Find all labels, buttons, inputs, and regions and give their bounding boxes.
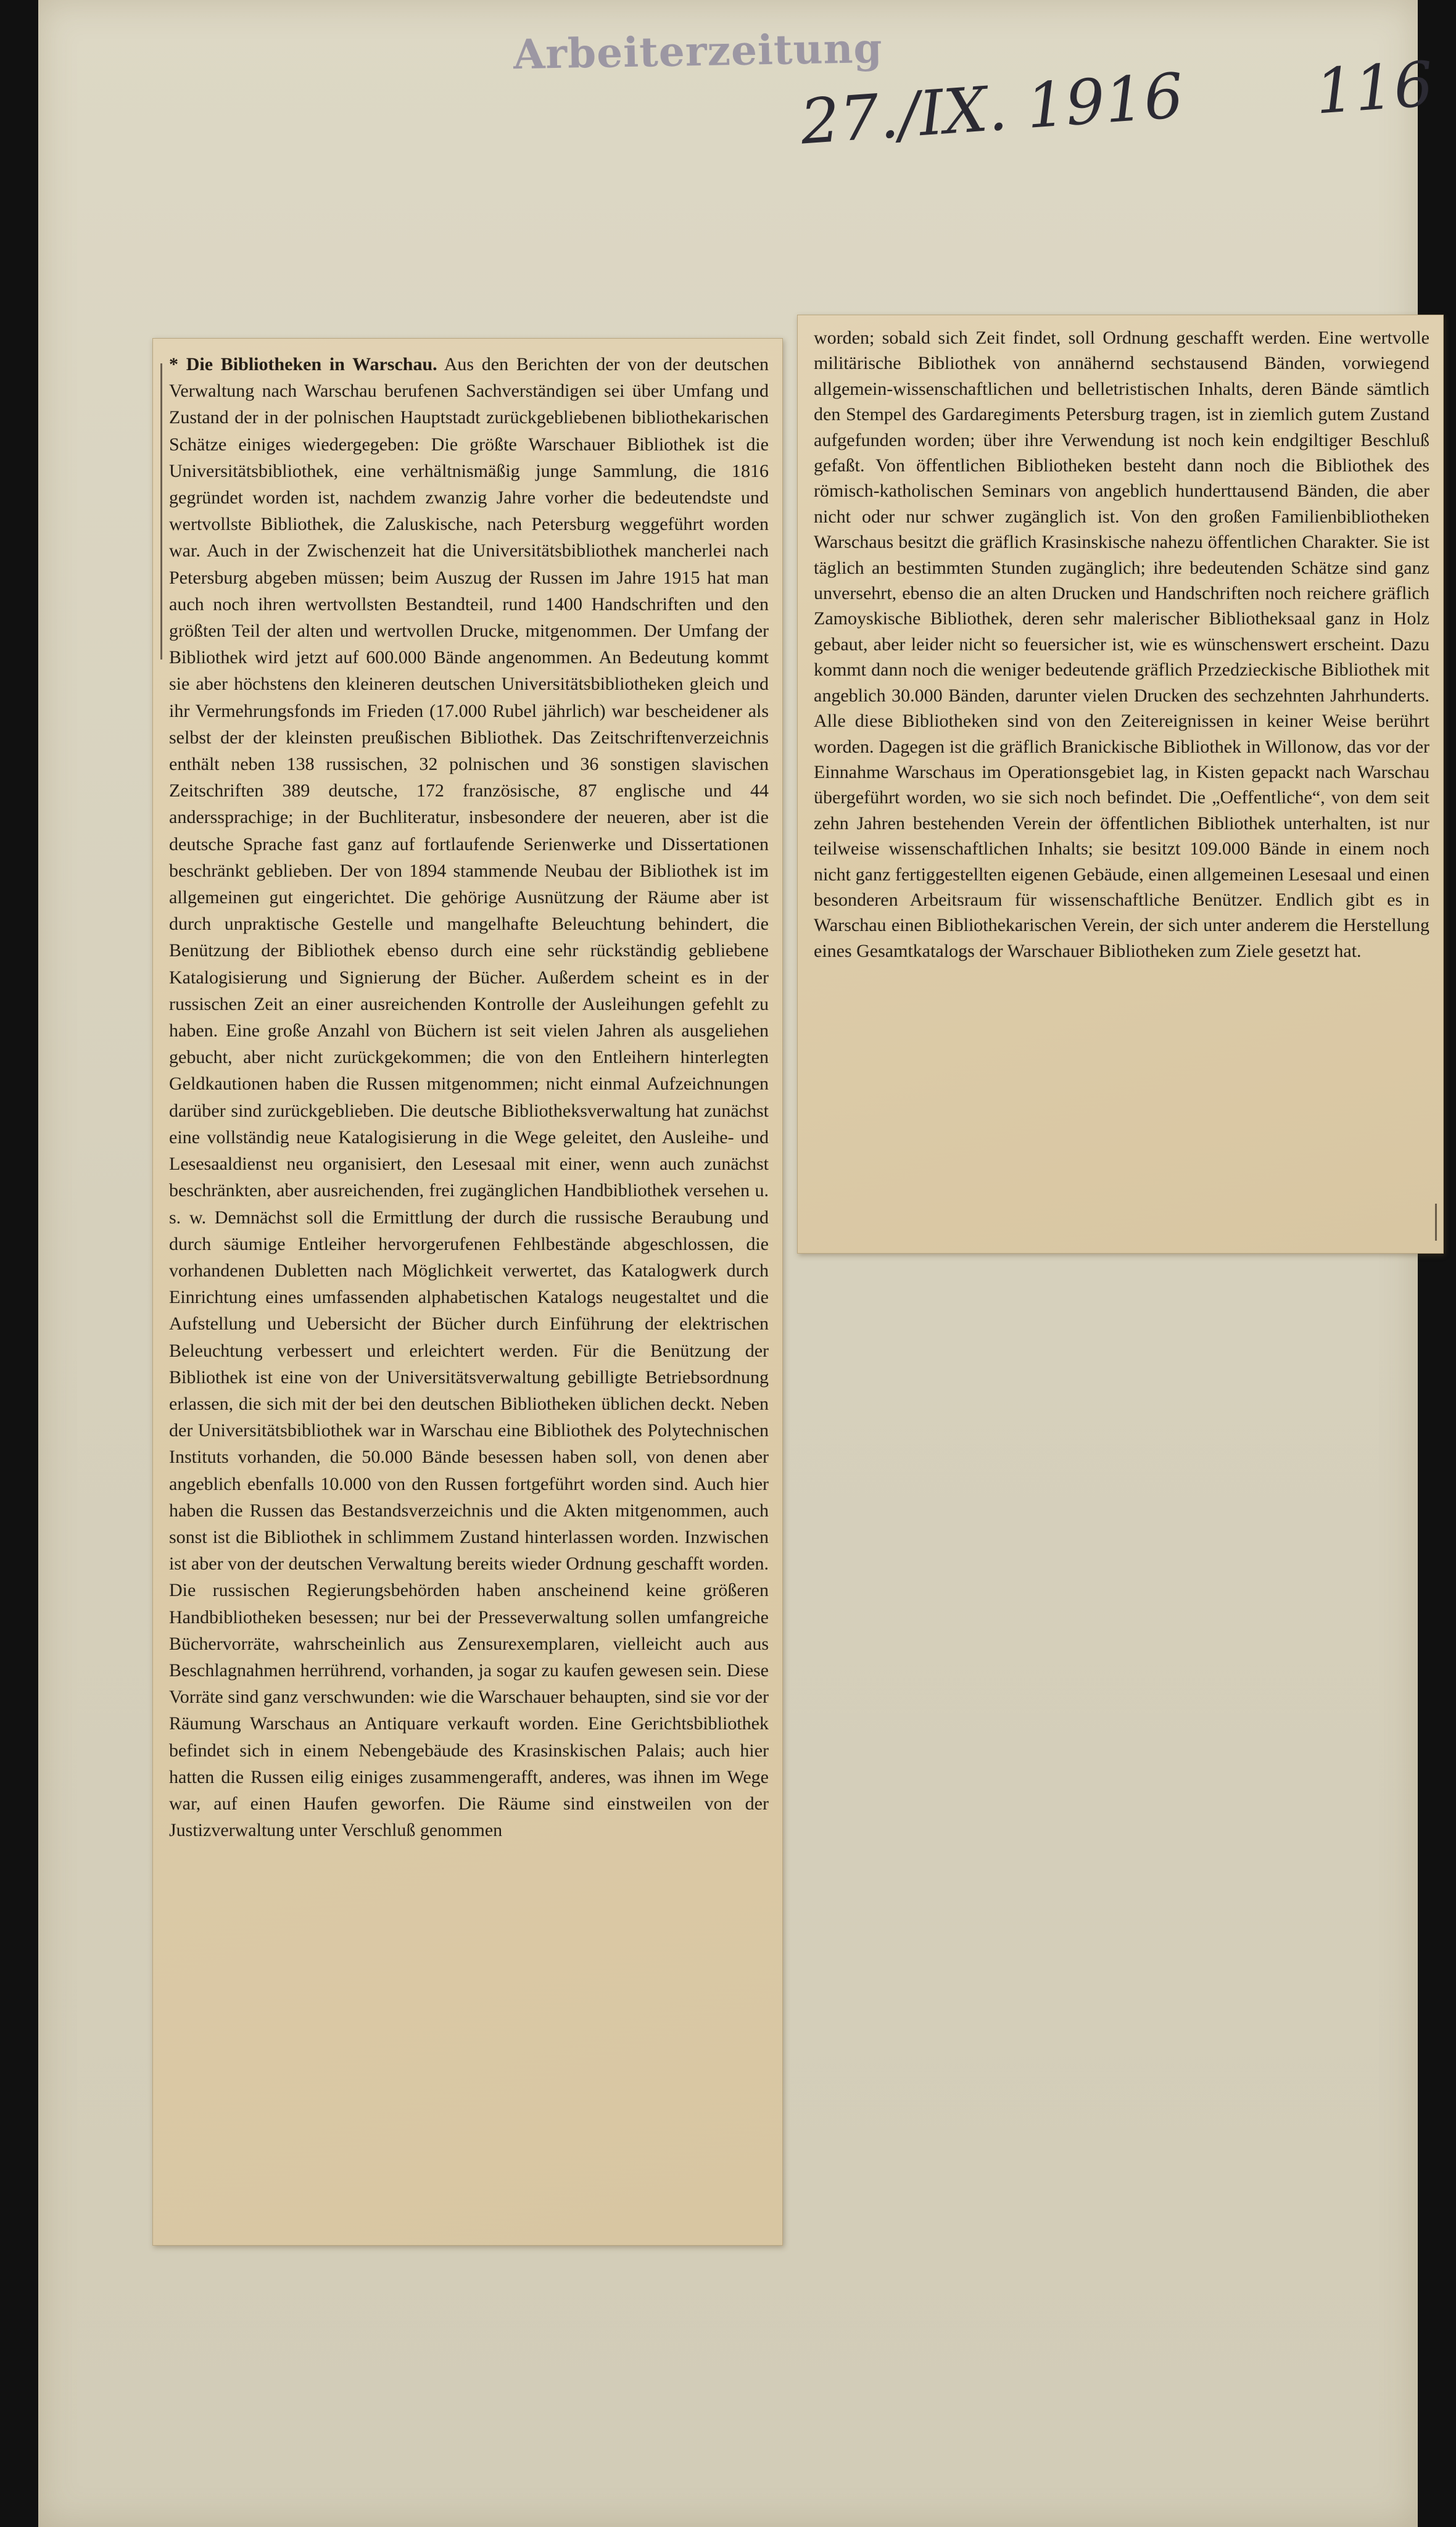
article-headline: * Die Bibliotheken in Warschau. — [169, 354, 437, 374]
archive-sheet — [38, 0, 1436, 2527]
newspaper-stamp: Arbeiterzeitung — [513, 23, 883, 79]
clipping-column-1 — [152, 338, 783, 2246]
column-1-text: Aus den Berichten der von der deutschen Verwaltung nach Warschau berufenen Sachverständigen sei über Umfang und Zustand der in der polnischen Hauptstadt zurückgebliebenen bibliothekarischen Schätze einiges wiedergegeben: Die größte Warschauer Bibliothek ist die Universitätsbibliothek, eine verhältnismäßig junge Sammlung, die 1816 gegründet worden ist, nachdem zwanzig Jahre vorher die bedeutendste und wertvollste Bibliothek, die Zaluskische, nach Petersburg weggeführt worden war. Auch in der Zwischenzeit hat die Universitätsbibliothek mancherlei nach Petersburg abgeben müssen; beim Auszug der Russen im Jahre 1915 hat man auch noch ihren wertvollsten Bestandteil, rund 1400 Handschriften und den größten Teil der alten und wertvollen Drucke, mitgenommen. Der Umfang der Bibliothek wird jetzt auf 600.000 Bände angenommen. An Bedeutung kommt sie aber höchstens den kleineren deutschen Universitätsbibliotheken gleich und ihr Vermehrungsfonds im Frieden (17.000 Rubel jährlich) war bescheidener als selbst der der kleinsten preußischen Bibliothek. Das Zeitschriftenverzeichnis enthält neben 138 russischen, 32 polnischen und 36 sonstigen slavischen Zeitschriften 389 deutsche, 172 französische, 87 englische und 44 anderssprachige; in der Buchliteratur, insbesondere der neueren, aber ist die deutsche Sprache fast ganz auf fortlaufende Serienwerke und Dissertationen beschränkt geblieben. Der von 1894 stammende Neubau der Bibliothek ist im allgemeinen gut eingerichtet. Die gehörige Ausnützung der Räume aber ist durch unpraktische Gestelle und mangelhafte Beleuchtung behindert, die Benützung der Bibliothek ebenso durch eine sehr rückständig gebliebene Katalogisierung und Signierung der Bücher. Außerdem scheint es in der russischen Zeit an einer ausreichenden Kontrolle der Ausleihungen gefehlt zu haben. Eine große Anzahl von Büchern ist seit vielen Jahren als ausgeliehen gebucht, aber nicht zurückgekommen; die von den Entleihern hinterlegten Geldkautionen haben die Russen mitgenommen; nicht einmal Aufzeichnungen darüber sind zurückgeblieben. Die deutsche Bibliotheksverwaltung hat zunächst eine vollständig neue Katalogisierung in die Wege geleitet, den Ausleihe- und Lesesaaldienst neu organisiert, den Lesesaal mit einer, wenn auch zunächst beschränkten, aber ausreichenden, frei zugänglichen Handbibliothek versehen u. s. w. Demnächst soll die Ermittlung der durch die russische Beraubung und durch säumige Entleiher hervorgerufenen Fehlbestände abgeschlossen, die vorhandenen Dubletten nach Möglichkeit verwertet, das Katalogwerk durch Einrichtung eines umfassenden alphabetischen Katalogs neugestaltet und die Aufstellung und Uebersicht der Bücher durch Einführung der elektrischen Beleuchtung verbessert und erleichtert werden. Für die Benützung der Bibliothek ist eine von der Universitätsverwaltung gebilligte Betriebsordnung erlassen, die sich mit der bei den deutschen Bibliotheken üblichen deckt. Neben der Universitätsbibliothek war in Warschau eine Bibliothek des Polytechnischen Instituts vorhanden, die 50.000 Bände besessen haben soll, von denen aber angeblich ebenfalls 10.000 von den Russen fortgeführt worden sind. Auch hier haben die Russen das Bestandsverzeichnis und die Akten mitgenommen, auch sonst ist die Bibliothek in schlimmem Zustand hinterlassen worden. Inzwischen ist aber von der deutschen Verwaltung bereits wieder Ordnung geschafft worden. Die russischen Regierungsbehörden haben anscheinend keine größeren Handbibliotheken besessen; nur bei der Presseverwaltung sollen umfangreiche Büchervorräte, wahrscheinlich aus Zensurexemplaren, vielleicht auch aus Beschlagnahmen herrührend, vorhanden, ja sogar zu kaufen gewesen sein. Diese Vorräte sind ganz verschwunden: wie die Warschauer behaupten, sind sie vor der Räumung Warschaus an Antiquare verkauft worden. Eine Gerichtsbibliothek befindet sich in einem Nebengebäude des Krasinskischen Palais; auch hier hatten die Russen eilig einiges zusammengerafft, anderes, was ihnen im Wege war, auf einen Haufen geworfen. Die Räume sind einstweilen von der Justizverwaltung unter Verschluß genommen — [169, 354, 769, 1841]
column-2-text: worden; sobald sich Zeit findet, soll Ordnung geschafft werden. Eine wertvolle militärische Bibliothek von annähernd sechstausend Bänden, vorwiegend allgemein-wissenschaftlichen und belletristischen Inhalts, deren Bände sämtlich den Stempel des Gardaregiments Petersburg tragen, ist in ziemlich gutem Zustand aufgefunden worden; über ihre Verwendung ist noch kein endgiltiger Beschluß gefaßt. Von öffentlichen Bibliotheken besteht dann noch die Bibliothek des römisch-katholischen Seminars von angeblich hunderttausend Bänden, die aber nicht oder nur schwer zugänglich ist. Von den großen Familienbibliotheken Warschaus besitzt die gräflich Krasinskische nahezu öffentlichen Charakter. Sie ist täglich an bestimmten Stunden zugänglich; ihre bedeutenden Schätze sind ganz unversehrt, ebenso die an alten Drucken und Handschriften noch reichere gräflich Zamoyskische Bibliothek, deren sehr malerischer Bibliotheksaal ganz in Holz gebaut, aber leider nicht so feuersicher ist, wie es wünschenswert erscheint. Dazu kommt dann noch die weniger bedeutende gräflich Przedzieckische Bibliothek mit angeblich 30.000 Bänden, darunter vielen Drucken des sechzehnten Jahrhunderts. Alle diese Bibliotheken sind von den Zeitereignissen in keiner Weise berührt worden. Dagegen ist die gräflich Branickische Bibliothek in Willonow, das vor der Einnahme Warschaus im Operationsgebiet lag, in Kisten gepackt nach Warschau übergeführt worden, wo sie sich noch befindet. Die „Oeffentliche“, von dem seit zehn Jahren bestehenden Verein der öffentlichen Bibliothek unterhalten, ist nur teilweise wissenschaftlichen Inhalts; sie besitzt 109.000 Bände in einem noch nicht ganz fertiggestellten eigenen Gebäude, einen allgemeinen Lesesaal und einen besonderen Arbeitsraum für wissenschaftliche Benützer. Endlich gibt es in Warschau einen Bibliothekarischen Verein, der sich unter anderem die Herstellung eines Gesamtkatalogs der Warschauer Bibliotheken zum Ziele gesetzt hat. — [814, 328, 1429, 961]
clipping-column-2 — [797, 315, 1444, 1254]
handwritten-folio-number: 116 — [1313, 48, 1436, 128]
column-1-body — [169, 351, 769, 1843]
column-2-body — [814, 325, 1429, 964]
margin-mark-right — [1435, 1204, 1437, 1241]
margin-mark — [160, 363, 162, 660]
handwritten-date: 27./IX. 1916 — [798, 59, 1186, 159]
